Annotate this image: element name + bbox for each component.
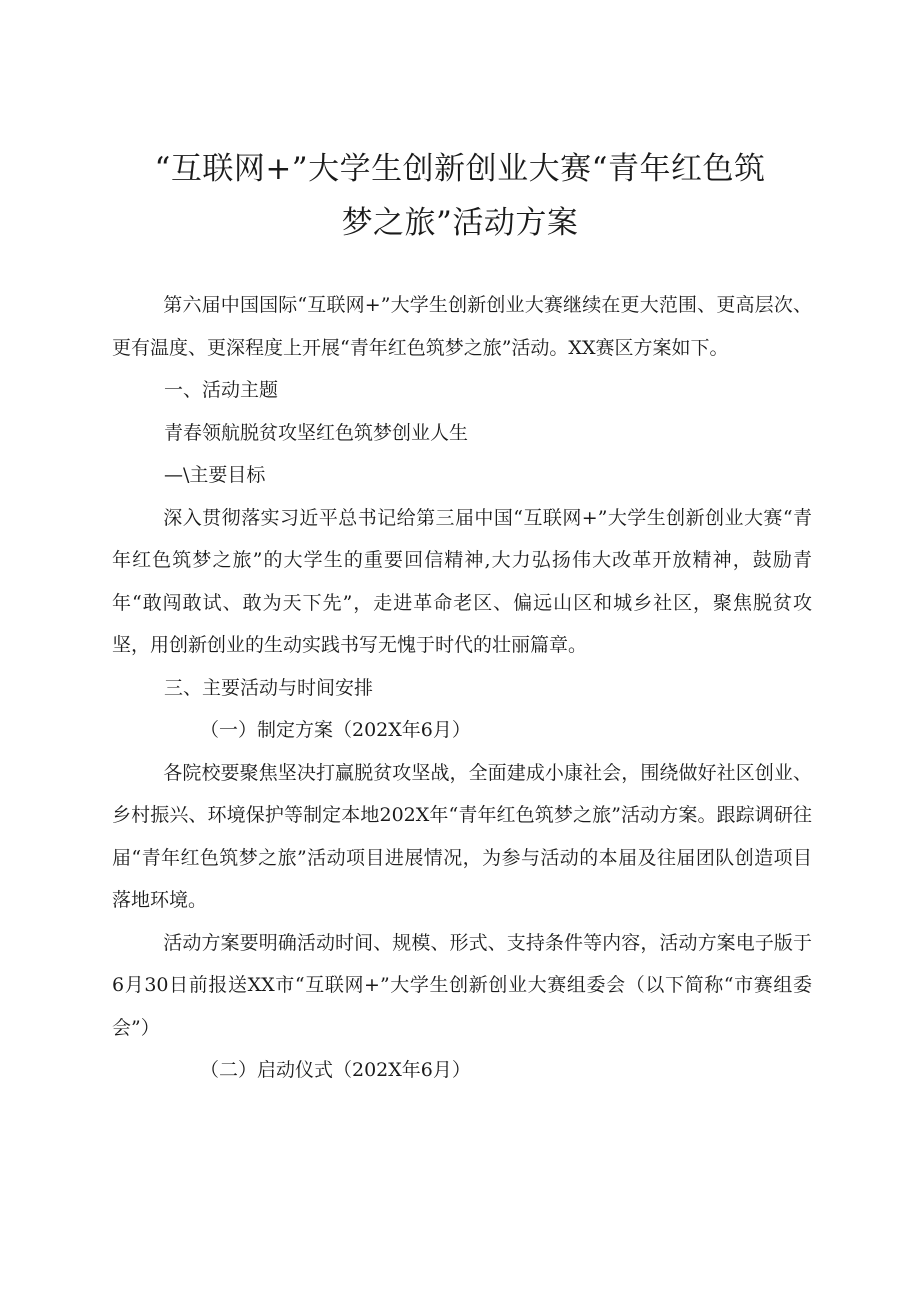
subsection-heading-launch: （二）启动仪式（202X年6月） (200, 1059, 471, 1081)
theme-text: 青春领航脱贫攻坚红色筑梦创业人生 (164, 421, 469, 444)
subsection-heading-plan: （一）制定方案（202X年6月） (200, 719, 471, 741)
title-line-1: “互联网+”大学生创新创业大赛“青年红色筑 (154, 151, 766, 187)
title-line-2: 梦之旅”活动方案 (341, 205, 579, 241)
goals-paragraph: 深入贯彻落实习近平总书记给第三届中国“互联网+”大学生创新创业大赛“青年红色筑梦之旅”的大学生的重要回信精神,大力弘扬伟大改革开放精神，鼓励青年“敢闯敢试、敢为天下先”，走进革命老区、偏远山区和城乡社区，聚焦脱贫攻坚，用创新创业的生动实践书写无愧于时代的壮丽篇章。 (112, 506, 812, 656)
section-heading-theme: 一、活动主题 (164, 379, 279, 401)
section-heading-activities: 三、主要活动与时间安排 (164, 676, 374, 699)
document-body (112, 284, 812, 1092)
intro-paragraph: 第六届中国国际“互联网+”大学生创新创业大赛继续在更大范围、更高层次、更有温度、更深程度上开展“青年红色筑梦之旅”活动。XX赛区方案如下。 (112, 294, 812, 359)
section-heading-goals: —\主要目标 (164, 464, 266, 486)
plan-paragraph-1: 各院校要聚焦坚决打赢脱贫攻坚战，全面建成小康社会，围绕做好社区创业、乡村振兴、环境保护等制定本地202X年“青年红色筑梦之旅”活动方案。跟踪调研往届“青年红色筑梦之旅”活动项目进展情况，为参与活动的本届及往届团队创造项目落地环境。 (112, 761, 812, 911)
document-title (110, 142, 810, 250)
plan-paragraph-2: 活动方案要明确活动时间、规模、形式、支持条件等内容，活动方案电子版于6月30日前报送XX市“互联网+”大学生创新创业大赛组委会（以下简称“市赛组委会”） (112, 931, 812, 1039)
